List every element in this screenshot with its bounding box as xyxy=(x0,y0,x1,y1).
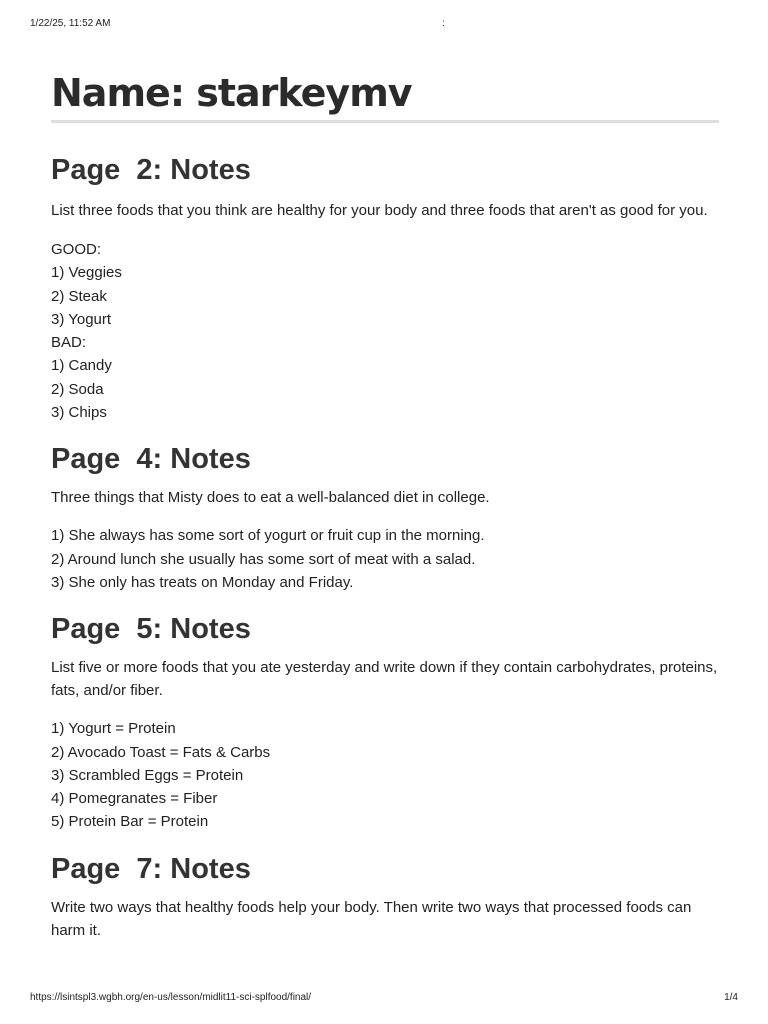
section-prompt: Write two ways that healthy foods help your body. Then write two ways that processed foods can harm it. xyxy=(51,898,692,939)
document-content xyxy=(51,68,719,942)
section-prompt: Three things that Misty does to eat a well-balanced diet in college. xyxy=(51,489,490,507)
answer-line: 2) Steak xyxy=(51,287,107,305)
answer-line: 1) Candy xyxy=(51,357,112,375)
answer-line: 2) Soda xyxy=(51,380,104,398)
section-prompt: List three foods that you think are healthy for your body and three foods that aren't as good for you. xyxy=(51,202,708,219)
page-url: https://lsintspl3.wgbh.org/en-us/lesson/midlit11-sci-splfood/final/ xyxy=(30,992,312,1003)
answer-line: 3) Scrambled Eggs = Protein xyxy=(51,766,244,784)
section-page-7 xyxy=(51,852,719,942)
answer-line: BAD: xyxy=(51,334,87,352)
answer-line: 1) Veggies xyxy=(51,264,122,282)
section-answer xyxy=(51,524,719,594)
section-prompt: List five or more foods that you ate yesterday and write down if they contain carbohydrates, proteins, fats, and/or fiber. xyxy=(51,659,718,700)
answer-line: 2) Avocado Toast = Fats & Carbs xyxy=(51,743,271,761)
answer-line: GOOD: xyxy=(51,241,102,258)
section-heading: Page 7: Notes xyxy=(51,852,251,885)
section-heading: Page 4: Notes xyxy=(51,443,251,476)
answer-line: 1) Yogurt = Protein xyxy=(51,720,176,738)
answer-line: 4) Pomegranates = Fiber xyxy=(51,790,218,808)
section-page-2 xyxy=(51,153,719,424)
section-heading: Page 2: Notes xyxy=(51,154,251,186)
answer-line: 2) Around lunch she usually has some sort of meat with a salad. xyxy=(51,550,476,568)
print-title: : xyxy=(442,18,445,29)
print-date: 1/22/25, 11:52 AM xyxy=(30,18,111,29)
student-name-heading: Name: starkeymv xyxy=(51,68,719,123)
answer-line: 3) Yogurt xyxy=(51,310,112,328)
section-page-5 xyxy=(51,612,719,833)
answer-line: 1) She always has some sort of yogurt or fruit cup in the morning. xyxy=(51,527,485,545)
page-number: 1/4 xyxy=(724,992,738,1003)
section-page-4 xyxy=(51,442,719,594)
answer-line: 3) She only has treats on Monday and Friday. xyxy=(51,573,354,591)
section-heading: Page 5: Notes xyxy=(51,613,251,646)
section-answer xyxy=(51,238,719,424)
print-header xyxy=(30,18,738,32)
section-answer xyxy=(51,717,719,833)
print-footer xyxy=(30,992,738,1006)
answer-line: 5) Protein Bar = Protein xyxy=(51,813,209,831)
answer-line: 3) Chips xyxy=(51,404,107,422)
